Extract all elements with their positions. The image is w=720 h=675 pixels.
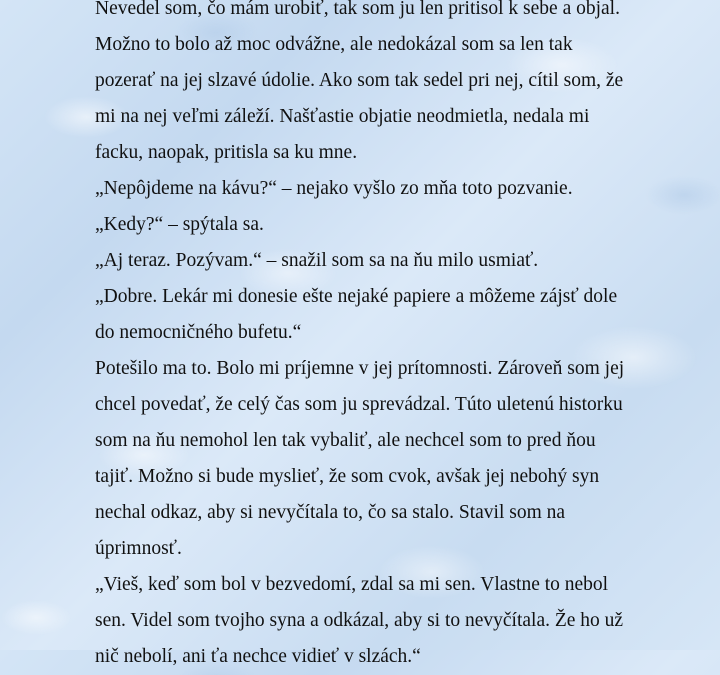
text-line: mi na nej veľmi záleží. Našťastie objatie neodmietla, nedala mi xyxy=(95,106,590,127)
text-line: chcel povedať, že celý čas som ju sprevádzal. Túto uletenú historku xyxy=(95,394,623,415)
text-line: „Nepôjdeme na kávu?“ – nejako vyšlo zo mňa toto pozvanie. xyxy=(95,178,573,199)
document-page xyxy=(95,0,705,675)
text-line: som na ňu nemohol len tak vybaliť, ale nechcel som to pred ňou xyxy=(95,430,596,451)
text-line: nechal odkaz, aby si nevyčítala to, čo sa stalo. Stavil som na xyxy=(95,502,566,523)
text-line: „Dobre. Lekár mi donesie ešte nejaké papiere a môžeme zájsť dole xyxy=(95,286,618,307)
text-line: „Kedy?“ – spýtala sa. xyxy=(95,214,264,235)
text-line: „Vieš, keď som bol v bezvedomí, zdal sa mi sen. Vlastne to nebol xyxy=(95,574,609,595)
text-line: „Aj teraz. Pozývam.“ – snažil som sa na ňu milo usmiať. xyxy=(95,250,539,271)
text-line: úprimnosť. xyxy=(95,538,182,559)
text-line: Nevedel som, čo mám urobiť, tak som ju len pritisol k sebe a objal. xyxy=(95,0,620,19)
text-line: pozerať na jej slzavé údolie. Ako som tak sedel pri nej, cítil som, že xyxy=(95,70,624,91)
text-line: Potešilo ma to. Bolo mi príjemne v jej prítomnosti. Zároveň som jej xyxy=(95,358,625,379)
text-line: do nemocničného bufetu.“ xyxy=(95,322,302,343)
text-line: facku, naopak, pritisla sa ku mne. xyxy=(95,142,358,163)
text-line: sen. Videl som tvojho syna a odkázal, aby si to nevyčítala. Že ho už xyxy=(95,610,624,631)
text-line: Možno to bolo až moc odvážne, ale nedokázal som sa len tak xyxy=(95,34,573,55)
text-line: tajiť. Možno si bude myslieť, že som cvok, avšak jej nebohý syn xyxy=(95,466,600,487)
text-line: nič nebolí, ani ťa nechce vidieť v slzách.“ xyxy=(95,646,421,667)
